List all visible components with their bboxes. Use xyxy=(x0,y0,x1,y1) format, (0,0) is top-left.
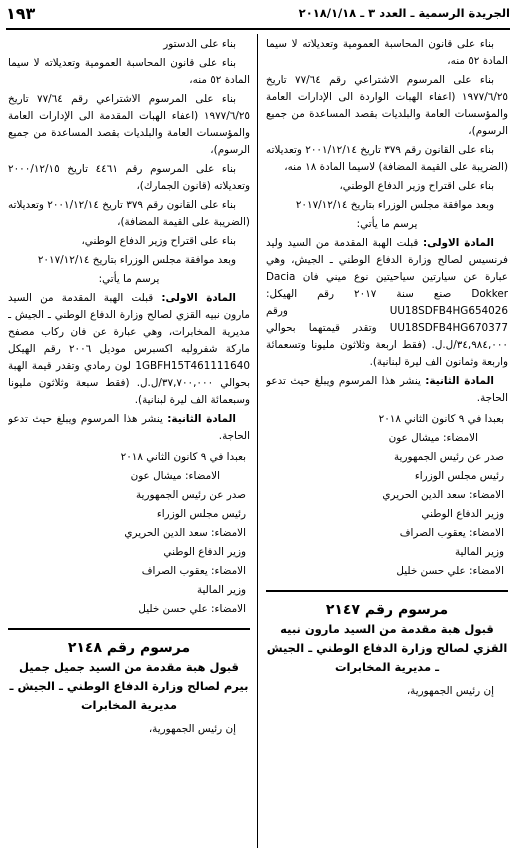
decree-date: بعبدا في ٩ كانون الثاني ٢٠١٨ xyxy=(120,451,246,463)
article-1-label: المادة الاولى: xyxy=(422,237,494,249)
legal-basis: بناء على الدستور xyxy=(163,38,236,50)
legal-basis: بناء على المرسوم رقم ٤٤٦١ تاريخ ٢٠٠٠/١٢/١٥ وتعديلاته (قانون الجمارك)، xyxy=(8,163,250,192)
legal-basis: وبعد موافقة مجلس الوزراء بتاريخ ٢٠١٧/١٢/١٤ xyxy=(37,254,236,266)
issued-by: صدر عن رئيس الجمهورية xyxy=(135,489,246,501)
legal-basis: بناء على القانون رقم ٣٧٩ تاريخ ٢٠٠١/١٢/١٤ وتعديلاته (الضريبة على القيمة المضافة)، xyxy=(8,199,250,228)
decree-title: مرسوم رقم ٢١٤٨ xyxy=(67,640,191,656)
signature-president: الامضاء: ميشال عون xyxy=(130,470,220,482)
right-column xyxy=(266,36,508,848)
legal-basis: وبعد موافقة مجلس الوزراء بتاريخ ٢٠١٧/١٢/١٤ xyxy=(295,199,494,211)
issued-by: صدر عن رئيس الجمهورية xyxy=(393,451,504,463)
article-1 xyxy=(8,290,250,409)
role-pm: رئيس مجلس الوزراء xyxy=(156,508,246,520)
page-number: ١٩٣ xyxy=(6,4,36,23)
article-2-label: المادة الثانية: xyxy=(425,375,494,387)
president-intro: إن رئيس الجمهورية، xyxy=(148,723,236,735)
decree-formula: يرسم ما يأتي: xyxy=(98,273,160,285)
legal-basis: بناء على قانون المحاسبة العمومية وتعديلاته لا سيما المادة ٥٢ منه، xyxy=(266,38,508,67)
legal-basis: بناء على القانون رقم ٣٧٩ تاريخ ٢٠٠١/١٢/١٤ وتعديلاته (الضريبة على القيمة المضافة) لاسيما المادة ١٨ منه، xyxy=(266,144,508,173)
decree-date: بعبدا في ٩ كانون الثاني ٢٠١٨ xyxy=(378,413,504,425)
signature-pm: الامضاء: سعد الدين الحريري xyxy=(382,489,504,501)
role-pm: رئيس مجلس الوزراء xyxy=(414,470,504,482)
signature-defense: الامضاء: يعقوب الصراف xyxy=(141,565,246,577)
role-finance: وزير المالية xyxy=(196,584,246,596)
column-divider xyxy=(257,34,258,848)
signature-finance: الامضاء: علي حسن خليل xyxy=(396,565,504,577)
signature-president: الامضاء: ميشال عون xyxy=(388,432,478,444)
legal-basis: بناء على المرسوم الاشتراعي رقم ٧٧/٦٤ تاريخ ١٩٧٧/٦/٢٥ (اعفاء الهبات الواردة الى الإدارات العامة والمؤسسات العامة والبلديات بقصد المساعدة من جميع الرسوم)، xyxy=(266,74,508,137)
legal-basis: بناء على اقتراح وزير الدفاع الوطني، xyxy=(81,235,236,247)
decree-subtitle: قبول هبة مقدمة من السيد جميل جميل بيرم لصالح وزارة الدفاع الوطني ـ الجيش ـ مديرية المخابرات xyxy=(9,660,249,712)
decree-title: مرسوم رقم ٢١٤٧ xyxy=(325,602,449,618)
role-finance: وزير المالية xyxy=(454,546,504,558)
article-1 xyxy=(266,235,508,371)
article-2-text: ينشر هذا المرسوم ويبلغ حيث تدعو الحاجة. xyxy=(266,375,508,404)
article-1-text: قبلت الهبة المقدمة من السيد مارون نبيه القزي لصالح وزارة الدفاع الوطني ـ الجيش ـ مديرية المخابرات، وهي عبارة عن فان ركاب مصفح ماركة شفروليه اكسبرس موديل ٢٠٠٦ رقم الهيكل 1GBFH15T461111640 لون رمادي وتقدر قيمة الهبة بحوالي ٣٧,٧٠٠,٠٠٠/ل.ل. (فقط سبعة وثلاثون مليونا وسبعمائة الف ليرة لبنانية). xyxy=(8,292,250,406)
article-2-text: ينشر هذا المرسوم ويبلغ حيث تدعو الحاجة. xyxy=(8,413,250,442)
page-header xyxy=(6,6,510,30)
role-defense: وزير الدفاع الوطني xyxy=(421,508,504,520)
signature-pm: الامضاء: سعد الدين الحريري xyxy=(124,527,246,539)
signature-defense: الامضاء: يعقوب الصراف xyxy=(399,527,504,539)
article-2-label: المادة الثانية: xyxy=(167,413,236,425)
section-separator xyxy=(266,590,508,592)
role-defense: وزير الدفاع الوطني xyxy=(163,546,246,558)
left-column xyxy=(8,36,250,848)
legal-basis: بناء على قانون المحاسبة العمومية وتعديلاته لا سيما المادة ٥٢ منه، xyxy=(8,57,250,86)
article-2 xyxy=(266,373,508,407)
section-separator xyxy=(8,628,250,630)
legal-basis: بناء على المرسوم الاشتراعي رقم ٧٧/٦٤ تاريخ ١٩٧٧/٦/٢٥ (اعفاء الهبات المقدمة الى الإدارات العامة والمؤسسات العامة والبلديات بقصد المساعدة من جميع الرسوم)، xyxy=(8,93,250,156)
gazette-title: الجريدة الرسمية ـ العدد ٣ ـ ٢٠١٨/١/١٨ xyxy=(298,6,510,20)
article-1-text: قبلت الهبة المقدمة من السيد وليد فرنسيس لصالح وزارة الدفاع الوطني ـ الجيش، وهي عبارة عن سيارتين سياحيتين نوع ميني فان Dacia Dokker صنع سنة ٢٠١٧ رقم الهيكل: UU18SDFB4HG654026 ورقم UU18SDFB4HG670377 وتقدر قيمتهما بحوالي ٣٤,٩٨٤,٠٠٠/ل.ل. (فقط اربعة وثلاثون مليونا وتسعمائة واربعة وثمانون الف ليرة لبنانية). xyxy=(266,237,508,368)
signatures xyxy=(8,449,250,618)
legal-basis: بناء على اقتراح وزير الدفاع الوطني، xyxy=(339,180,494,192)
president-intro: إن رئيس الجمهورية، xyxy=(406,685,494,697)
decree-subtitle: قبول هبة مقدمة من السيد مارون نبيه القزي لصالح وزارة الدفاع الوطني ـ الجيش ـ مديرية المخابرات xyxy=(266,622,508,674)
article-2 xyxy=(8,411,250,445)
signatures xyxy=(266,411,508,580)
decree-formula: يرسم ما يأتي: xyxy=(356,218,418,230)
article-1-label: المادة الاولى: xyxy=(161,292,236,304)
signature-finance: الامضاء: علي حسن خليل xyxy=(138,603,246,615)
